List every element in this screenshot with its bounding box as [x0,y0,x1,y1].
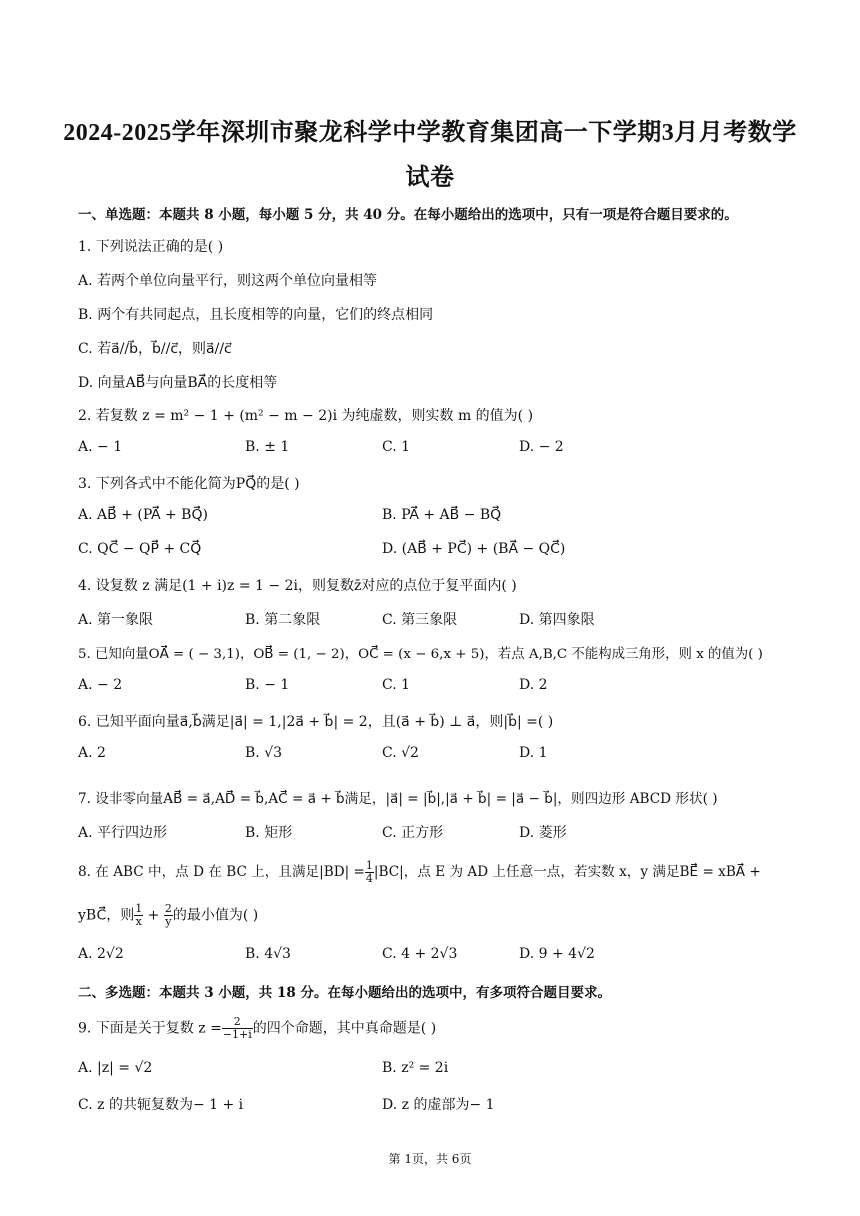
question-6-option-b: B. √3 [245,745,283,761]
question-4-option-b: B. 第二象限 [245,612,321,628]
plus-sign: + [143,907,164,924]
question-2-option-c: C. 1 [382,439,411,455]
question-1-option-d: D. 向量AB⃗⃗⃗与向量BA⃗⃗⃗的长度相等 [78,375,278,391]
question-8-option-c: C. 4 + 2√3 [382,946,458,962]
question-9-option-d: D. z 的虚部为− 1 [382,1097,495,1113]
question-6-option-a: A. 2 [78,745,106,761]
question-6-option-c: C. √2 [382,745,419,761]
question-9-option-c: C. z 的共轭复数为− 1 + i [78,1097,244,1113]
question-7-option-b: B. 矩形 [245,825,293,841]
question-5-stem: 5. 已知向量OA⃗⃗⃗ = ( − 3,1)，OB⃗⃗⃗ = (1, − 2)，OC⃗⃗⃗ = (x − 6,x + 5)，若点 A,B,C 不能构成三角形，则 x 的值为( ) [78,647,763,662]
question-8-stem-part1: 8. 在 ABC 中，点 D 在 BC 上，且满足|BD| = [78,864,365,880]
question-5-option-a: A. − 2 [78,677,123,693]
question-4-stem: 4. 设复数 z 满足(1 + i)z = 1 − 2i，则复数z̄对应的点位于复平面内( ) [78,578,517,594]
question-5-option-b: B. − 1 [245,677,290,693]
question-8-stem-part3: yBC⃗⃗⃗，则 [78,907,135,924]
question-9-stem-part1: 9. 下面是关于复数 z = [78,1020,222,1037]
question-9-stem-part2: 的四个命题，其中真命题是( ) [252,1020,437,1037]
question-8-stem-part4: 的最小值为( ) [172,907,259,924]
question-3-stem: 3. 下列各式中不能化简为PQ⃗⃗⃗的是( ) [78,476,300,492]
question-3-option-b: B. PA⃗⃗⃗ + AB⃗⃗⃗ − BQ⃗⃗⃗ [382,507,502,523]
question-8-option-d: D. 9 + 4√2 [519,946,595,962]
question-1-option-a: A. 若两个单位向量平行，则这两个单位向量相等 [78,273,378,289]
question-2-stem: 2. 若复数 z = m² − 1 + (m² − m − 2)i 为纯虚数，则实数 m 的值为( ) [78,408,534,424]
question-2-option-b: B. ± 1 [245,439,290,455]
question-5-option-c: C. 1 [382,677,411,693]
page-footer: 第 1页，共 6页 [388,1152,472,1166]
question-3-option-c: C. QC⃗⃗⃗ − QP⃗⃗⃗ + CQ⃗⃗⃗ [78,541,202,557]
question-7-stem: 7. 设非零向量AB⃗⃗⃗ = a⃗,AD⃗⃗⃗ = b⃗,AC⃗⃗⃗ = a⃗ + b⃗满足，|a⃗| = |b⃗|,|a⃗ + b⃗| = |a⃗ − b⃗|，则四边形 ABCD 形状( ) [78,791,718,807]
section-heading-single-choice: 一、单选题：本题共 8 小题，每小题 5 分，共 40 分。在每小题给出的选项中，只有一项是符合题目要求的。 [78,207,738,223]
question-9-stem [78,1016,436,1041]
question-2-option-d: D. − 2 [519,439,564,455]
question-4-option-d: D. 第四象限 [519,612,595,628]
question-4-option-c: C. 第三象限 [382,612,458,628]
question-8-stem-part2: |BC|，点 E 为 AD 上任意一点，若实数 x，y 满足BE⃗⃗⃗ = xBA⃗⃗⃗ + [373,864,761,880]
question-8-stem-line2 [78,903,258,928]
question-1-option-c: C. 若a⃗//b⃗，b⃗//c⃗，则a⃗//c⃗ [78,341,232,357]
question-8-option-b: B. 4√3 [245,946,291,962]
page-title-line2: 试卷 [405,165,455,191]
fraction-one-quarter: $\frac{1}{4}$ [365,859,373,885]
question-7-option-c: C. 正方形 [382,825,444,841]
fraction-one-over-x: $\frac{1}{x}$ [135,902,143,928]
question-6-option-d: D. 1 [519,745,548,761]
question-3-option-d: D. (AB⃗⃗⃗ + PC⃗⃗⃗) + (BA⃗⃗⃗ − QC⃗⃗⃗) [382,541,566,557]
question-9-option-b: B. z² = 2i [382,1060,449,1076]
question-5-option-d: D. 2 [519,677,548,693]
question-8-stem-line1 [78,860,761,885]
page-title: 2024-2025学年深圳市聚龙科学中学教育集团高一下学期3月月考数学 [63,120,797,146]
question-2-option-a: A. − 1 [78,439,123,455]
question-7-option-d: D. 菱形 [519,825,567,841]
fraction-2-over-minus1-plus-i: $\frac{2}{-1+i}$ [222,1015,252,1041]
question-8-option-a: A. 2√2 [78,946,124,962]
question-6-stem: 6. 已知平面向量a⃗,b⃗满足|a⃗| = 1,|2a⃗ + b⃗| = 2，且(a⃗ + b⃗) ⊥ a⃗，则|b⃗| =( ) [78,714,554,730]
question-3-option-a: A. AB⃗⃗⃗ + (PA⃗⃗⃗ + BQ⃗⃗⃗) [78,507,208,523]
question-1-option-b: B. 两个有共同起点，且长度相等的向量，它们的终点相同 [78,307,434,323]
question-4-option-a: A. 第一象限 [78,612,154,628]
question-9-option-a: A. |z| = √2 [78,1060,153,1076]
fraction-two-over-y: $\frac{2}{y}$ [164,902,172,928]
question-7-option-a: A. 平行四边形 [78,825,168,841]
section-heading-multiple-choice: 二、多选题：本题共 3 小题，共 18 分。在每小题给出的选项中，有多项符合题目要求。 [78,985,611,1001]
question-1-stem: 1. 下列说法正确的是( ) [78,239,224,255]
